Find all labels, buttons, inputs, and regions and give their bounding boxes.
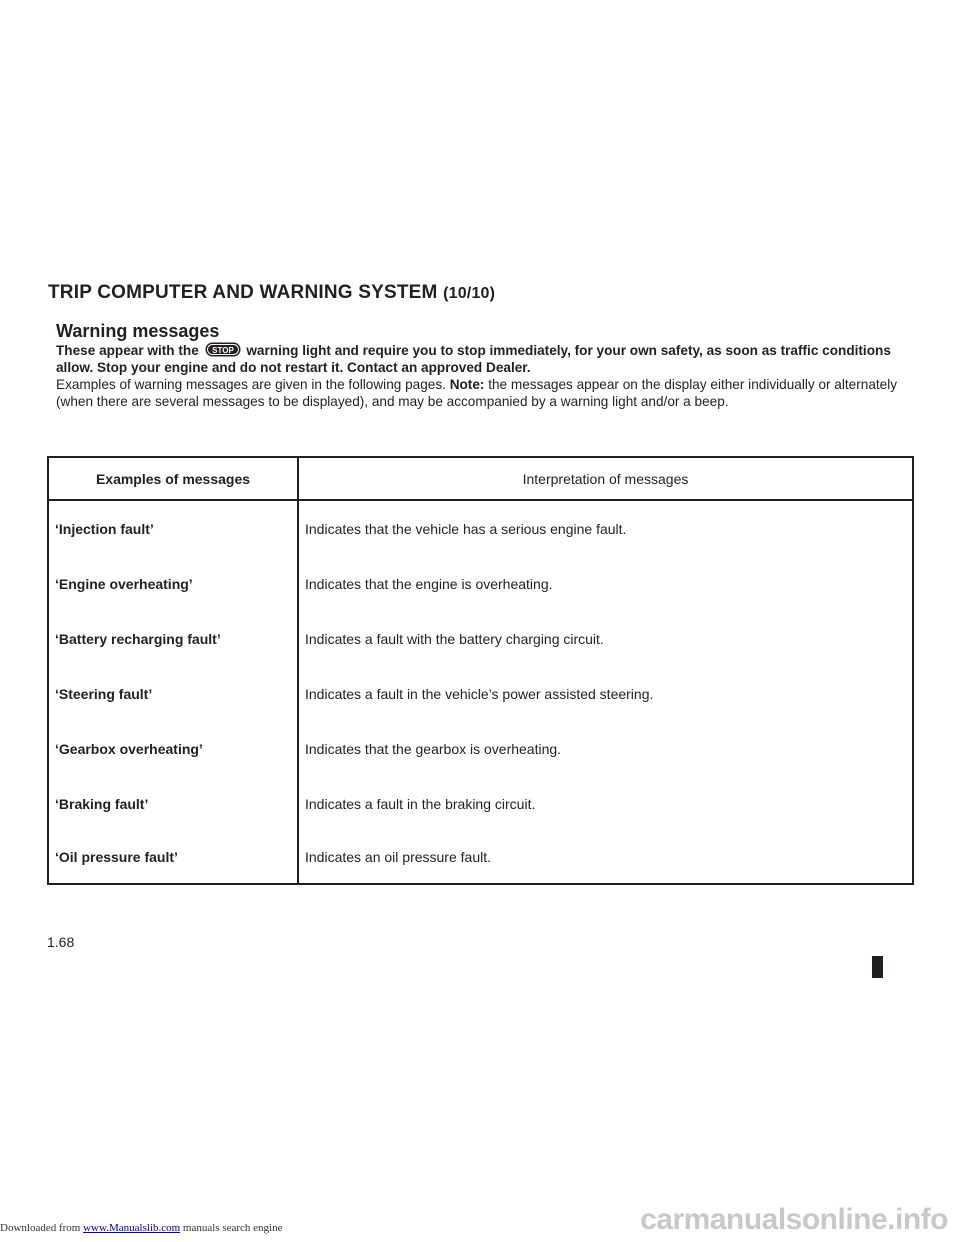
footer-prefix: Downloaded from <box>0 1222 81 1234</box>
table-row <box>48 721 913 776</box>
title-text: TRIP COMPUTER AND WARNING SYSTEM <box>48 282 438 303</box>
warning-messages-section <box>56 320 916 410</box>
section-heading: Warning messages <box>56 321 220 341</box>
body-text <box>56 376 916 410</box>
warning-messages-table <box>47 456 914 885</box>
page-count: (10/10) <box>443 285 496 302</box>
bold-intro <box>56 342 916 376</box>
watermark: carmanualsonline.info <box>640 1203 948 1236</box>
message-interpretation: Indicates that the gearbox is overheating. <box>305 740 562 757</box>
table-row <box>48 666 913 721</box>
note-label: Note: <box>449 377 485 392</box>
body-text-end: the messages appear on the display either individually or alternately (when there are several messages to be displayed), and may be accompanied by a warning light and/or a beep. <box>56 377 898 409</box>
message-interpretation: Indicates that the engine is overheating. <box>305 575 553 592</box>
message-interpretation: Indicates an oil pressure fault. <box>305 849 491 865</box>
message-interpretation: Indicates that the vehicle has a serious engine fault. <box>305 520 627 537</box>
column-header-examples: Examples of messages <box>48 457 298 500</box>
table-row <box>48 500 913 556</box>
manualslib-link[interactable]: www.Manualslib.com <box>83 1222 181 1234</box>
download-footer <box>0 1222 282 1234</box>
table-row <box>48 831 913 884</box>
message-example: ‘Steering fault’ <box>48 666 298 721</box>
page-title <box>48 282 495 304</box>
table-header-row <box>48 457 913 500</box>
message-interpretation: Indicates a fault with the battery charging circuit. <box>305 630 604 647</box>
page-edge-marker <box>872 956 883 978</box>
message-interpretation: Indicates a fault in the braking circuit. <box>305 795 536 812</box>
message-interpretation: Indicates a fault in the vehicle’s power assisted steering. <box>305 685 654 702</box>
message-example: ‘Oil pressure fault’ <box>48 831 298 884</box>
table-row <box>48 556 913 611</box>
message-example: ‘Battery recharging fault’ <box>48 611 298 666</box>
bold-intro-start: These appear with the <box>56 343 199 358</box>
page-number: 1.68 <box>47 934 75 950</box>
table-row <box>48 776 913 831</box>
footer-suffix: manuals search engine <box>182 1222 283 1234</box>
stop-warning-icon <box>205 342 241 357</box>
message-example: ‘Engine overheating’ <box>48 556 298 611</box>
stop-icon-label: STOP <box>211 346 234 355</box>
bold-intro-end: warning light and require you to stop immediately, for your own safety, as soon as traffic conditions allow. Stop your engine and do not restart it. Contact an approved Dealer. <box>56 343 891 375</box>
table-row <box>48 611 913 666</box>
message-example: ‘Injection fault’ <box>48 500 298 556</box>
message-example: ‘Braking fault’ <box>48 776 298 831</box>
message-example: ‘Gearbox overheating’ <box>48 721 298 776</box>
body-text-start: Examples of warning messages are given in the following pages. <box>56 377 446 392</box>
column-header-interpretation: Interpretation of messages <box>298 457 913 500</box>
